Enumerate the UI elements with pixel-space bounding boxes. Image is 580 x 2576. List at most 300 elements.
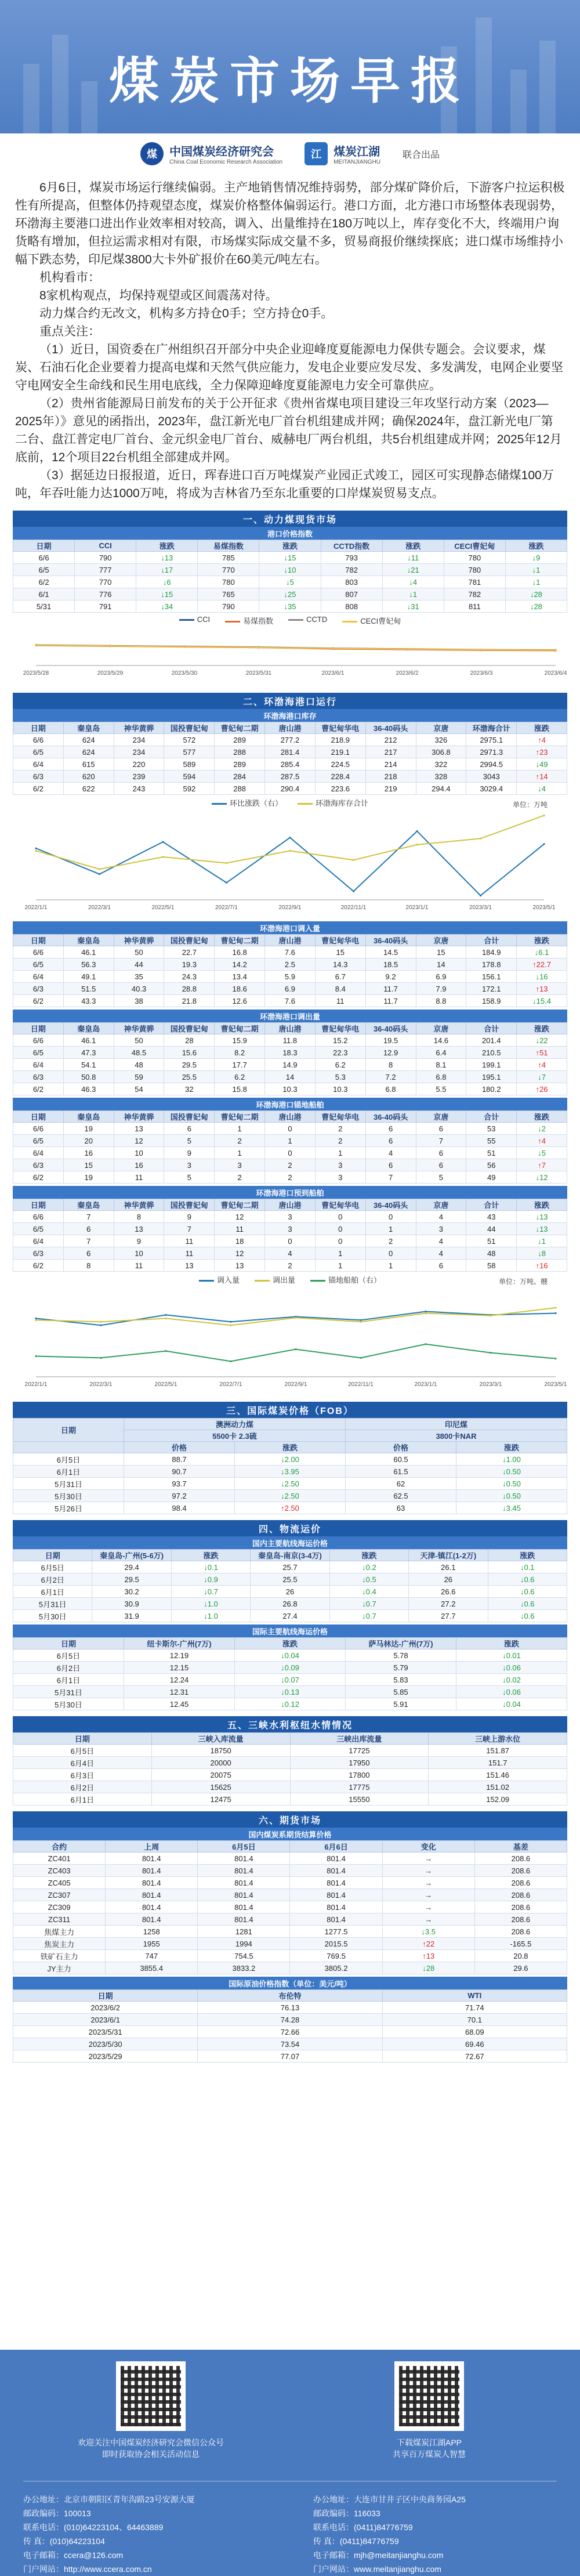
table-cell: 3: [315, 1171, 365, 1184]
table-cell: 801.4: [198, 1901, 290, 1913]
table-cell: ↑4: [517, 1059, 567, 1071]
table-cell: 807: [321, 588, 382, 600]
table-cell: 239: [114, 770, 164, 783]
table-cell: 2: [265, 1159, 316, 1171]
table-cell: 1277.5: [290, 1926, 382, 1938]
column-header: 日期: [13, 540, 75, 552]
table-cell: 3833.2: [198, 1962, 290, 1974]
table-cell: 14.5: [365, 946, 416, 958]
table-cell: 2: [365, 1235, 416, 1247]
table-cell: ↓0.6: [488, 1598, 567, 1610]
table-cell: 6/6: [13, 1123, 64, 1135]
table-row: [13, 958, 567, 971]
table-cell: 6: [416, 1159, 466, 1171]
table-cell: 6/3: [13, 1159, 64, 1171]
table-cell: 281.4: [265, 746, 316, 758]
table-cell: 6/5: [13, 746, 64, 758]
table-cell: 3: [416, 1223, 466, 1235]
table-cell: 74.28: [198, 2014, 382, 2026]
table-cell: ↓0.5: [329, 1573, 408, 1586]
table-cell: 3029.4: [466, 783, 517, 795]
column-header: 6月6日: [290, 1841, 382, 1853]
table-cell: 214: [365, 758, 416, 770]
table-cell: 287.5: [265, 770, 316, 783]
table-cell: 208.6: [474, 1853, 567, 1865]
series-line: [36, 646, 556, 650]
table-cell: 17800: [290, 1769, 429, 1781]
table-cell: 791: [75, 600, 136, 613]
group-indo: 印尼煤: [346, 1419, 567, 1430]
table-cell: 19.3: [164, 958, 215, 971]
x-tick-label: 2023/3/1: [469, 905, 492, 911]
table-cell: 195.1: [466, 1071, 517, 1083]
column-header: 曹妃甸二期: [215, 1023, 265, 1034]
table-cell: 6/4: [13, 1235, 64, 1247]
org2-name: 煤炭江湖: [334, 146, 380, 158]
data-point: [99, 873, 100, 875]
column-header: 涨跌: [329, 1550, 408, 1561]
contact-line: 联系电话：(0411)84776759: [313, 2523, 413, 2532]
table-cell: 294.4: [416, 783, 466, 795]
column-header: 涨跌: [505, 540, 567, 552]
table-row: [13, 1853, 567, 1865]
table-cell: 24.3: [164, 971, 215, 983]
table-cell: 15: [63, 1159, 114, 1171]
table-cell: 15550: [290, 1793, 429, 1806]
table-cell: 13: [114, 1123, 164, 1135]
anchorage-table: [13, 1110, 567, 1184]
table-cell: 4: [416, 1247, 466, 1260]
table-row: [13, 1649, 567, 1662]
data-point: [35, 1355, 37, 1357]
data-point: [425, 1311, 426, 1312]
focus-item-3: （3）据延边日报报道，近日，珲春进口百万吨煤炭产业园正式竣工，园区可实现静态储煤100万吨，年吞吐能力达1000万吨，将成为吉林省乃至东北重要的口岸煤炭贸易支点。: [15, 469, 554, 500]
table-cell: 14.9: [265, 1059, 316, 1071]
table-cell: 13.4: [215, 971, 265, 983]
table-cell: 7.9: [416, 983, 466, 995]
table-row: [13, 946, 567, 958]
table-cell: 12475: [151, 1793, 290, 1806]
table-cell: 5.3: [315, 1071, 365, 1083]
table-cell: 6/4: [13, 1147, 64, 1159]
table-cell: 11: [315, 995, 365, 1007]
org2-name-en: MEITANJIANGHU: [334, 159, 381, 165]
focus-item-2: （2）贵州省能源局日前发布的关于公开征求《贵州省煤电项目建设三年攻坚行动方案（2023—2025年）》意见的函指出，2023年，盘江新光电厂首台机组建成并网；确保2024年，盘江新光电厂第二台、盘江普定电厂首台、金元织金电厂首台、威赫电厂两台机组，共5台机组建成并网；2025年12月底前，12个项目22台机组全部建成并网。: [15, 397, 562, 464]
table-row: [13, 1123, 567, 1135]
table-cell: ↓34: [136, 600, 198, 613]
table-cell: 217: [365, 746, 416, 758]
table-cell: 3043: [466, 770, 517, 783]
table-cell: 6: [164, 1123, 215, 1135]
table-cell: 29.5: [164, 1059, 215, 1071]
table-cell: 289: [215, 758, 265, 770]
data-point: [35, 850, 37, 852]
table-cell: 2: [265, 1260, 316, 1272]
table-cell: 803: [321, 576, 382, 588]
table-cell: 6.9: [265, 983, 316, 995]
table-row: [13, 2038, 567, 2050]
column-header: 三峡入库流量: [151, 1733, 290, 1745]
table-cell: 801.4: [290, 1901, 382, 1913]
table-cell: ↓5: [517, 1147, 567, 1159]
column-header: 合计: [466, 935, 517, 946]
table-cell: 284: [215, 770, 265, 783]
table-cell: 1281: [198, 1926, 290, 1938]
table-row: [13, 1877, 567, 1889]
table-cell: 26.8: [251, 1598, 329, 1610]
table-cell: 9: [164, 1147, 215, 1159]
column-header: 神华黄骅: [114, 722, 164, 734]
col-change: 涨跌: [235, 1442, 346, 1453]
table-cell: 770: [75, 576, 136, 588]
port-stock-table: [13, 722, 567, 795]
group-aus-sub: 5500卡 2.3硫: [124, 1430, 346, 1442]
section-intl-price: [0, 1402, 580, 1514]
table-cell: 277.2: [265, 734, 316, 746]
table-cell: 6/3: [13, 1247, 64, 1260]
table-cell: 5/31: [13, 600, 75, 613]
org1-name-en: China Coal Economic Research Association: [169, 159, 283, 165]
x-tick-label: 2022/3/1: [88, 905, 111, 911]
table-cell: ↓4: [382, 576, 444, 588]
sub-title: 国际原油价格指数（单位：美元/吨）: [13, 1977, 567, 1989]
table-cell: ↓0.1: [488, 1561, 567, 1573]
table-cell: 25.7: [251, 1561, 329, 1573]
table-cell: 9: [114, 1235, 164, 1247]
col-change: 涨跌: [456, 1442, 567, 1453]
table-cell: 3: [265, 1211, 316, 1223]
column-header: WTI: [382, 1990, 567, 2002]
table-cell: ↓0.12: [235, 1698, 346, 1710]
table-row: [13, 983, 567, 995]
table-row: [13, 1781, 567, 1793]
table-cell: ↓1: [505, 576, 567, 588]
legend-item: 锚地船舶（右）: [310, 1274, 381, 1285]
column-header: 涨跌: [456, 1638, 567, 1649]
x-tick-label: 2022/1/1: [24, 905, 48, 911]
data-point: [554, 1307, 556, 1308]
table-cell: 11: [164, 1247, 215, 1260]
table-row: [13, 588, 567, 600]
data-point: [360, 1357, 361, 1359]
table-cell: 7: [365, 1171, 416, 1184]
table-cell: ↓49: [517, 758, 567, 770]
table-cell: 6/3: [13, 1071, 64, 1083]
series-line: [36, 831, 544, 896]
table-cell: 2023/6/1: [13, 2014, 198, 2026]
mtjh-contact: [313, 2492, 466, 2576]
table-cell: 16.8: [215, 946, 265, 958]
table-cell: 11: [114, 1171, 164, 1184]
table-cell: 13: [215, 1260, 265, 1272]
table-cell: 11: [114, 1260, 164, 1272]
table-cell: 1: [265, 1135, 316, 1147]
column-header: 京唐: [416, 935, 466, 946]
table-header: [13, 935, 567, 946]
mtjh-logo-icon: 江: [304, 142, 328, 165]
table-cell: 12.31: [124, 1686, 235, 1698]
table-cell: 26.6: [409, 1586, 488, 1598]
table-cell: ↓6: [136, 576, 198, 588]
table-cell: 6/6: [13, 946, 64, 958]
table-cell: 20: [63, 1135, 114, 1147]
table-cell: 218.9: [315, 734, 365, 746]
column-header: 环渤海合计: [466, 722, 517, 734]
table-cell: 48: [466, 1247, 517, 1260]
legend-item: CCTD: [288, 615, 327, 626]
table-cell: 3: [215, 1159, 265, 1171]
table-cell: 6: [63, 1247, 114, 1260]
x-tick-label: 2022/5/1: [154, 1381, 177, 1388]
table-row: [13, 1698, 567, 1710]
table-cell: ↓0.04: [456, 1698, 567, 1710]
table-cell: 44: [114, 958, 164, 971]
column-header: 曹妃甸二期: [215, 935, 265, 946]
table-cell: 8.8: [416, 995, 466, 1007]
contact-line: 邮政编码：100013: [23, 2509, 91, 2518]
data-point: [295, 1348, 296, 1350]
column-header: 神华黄骅: [114, 1199, 164, 1211]
table-cell: 12.9: [365, 1047, 416, 1059]
table-cell: 焦煤主力: [13, 1926, 106, 1938]
table-cell: 46.3: [63, 1083, 114, 1095]
table-row: [13, 1490, 567, 1502]
table-row: [13, 783, 567, 795]
table-cell: 6: [63, 1223, 114, 1235]
table-cell: 29.6: [474, 1962, 567, 1974]
table-cell: 11.8: [265, 1034, 316, 1047]
contact-line: 门户网站：www.meitanjianghu.com: [313, 2564, 441, 2574]
table-cell: 0: [365, 1247, 416, 1260]
chart-unit: 单位：万吨、艘: [498, 1278, 548, 1286]
legend-item: 环渤海库存合计: [298, 797, 368, 808]
table-cell: 16: [114, 1159, 164, 1171]
table-cell: 208.6: [474, 1889, 567, 1901]
table-cell: 16: [63, 1147, 114, 1159]
data-point: [554, 1312, 556, 1314]
table-cell: 6月1日: [13, 1466, 124, 1478]
x-tick-label: 2023/3/1: [479, 1381, 502, 1388]
table-cell: 0: [265, 1147, 316, 1159]
table-cell: 5.9: [265, 971, 316, 983]
footer: [0, 2350, 580, 2576]
table-cell: ↓9: [505, 552, 567, 564]
table-cell: ↑2.50: [235, 1502, 346, 1514]
table-row: [13, 1478, 567, 1490]
table-cell: ↓25: [259, 588, 321, 600]
table-cell: 62: [346, 1478, 456, 1490]
table-cell: ↑4: [517, 1135, 567, 1147]
table-cell: 30.2: [92, 1586, 171, 1598]
column-header: 布伦特: [198, 1990, 382, 2002]
table-cell: 20075: [151, 1769, 290, 1781]
column-header: 神华黄骅: [114, 1023, 164, 1034]
table-cell: 4: [265, 1247, 316, 1260]
column-header: 国投曹妃甸: [164, 1023, 215, 1034]
table-cell: ↓1: [505, 564, 567, 576]
data-point: [295, 1317, 296, 1319]
table-row: [13, 1769, 567, 1781]
table-row: [13, 1926, 567, 1938]
table-cell: ↑13: [517, 983, 567, 995]
table-cell: 8: [365, 1059, 416, 1071]
table-cell: 1: [315, 1147, 365, 1159]
port-price-table: [13, 540, 567, 613]
table-cell: 29.5: [92, 1573, 171, 1586]
table-cell: 6月4日: [13, 1757, 152, 1769]
data-point: [289, 850, 291, 852]
table-cell: →: [382, 1889, 474, 1901]
table-cell: 594: [164, 770, 215, 783]
table-cell: 172.1: [466, 983, 517, 995]
table-cell: 49.1: [63, 971, 114, 983]
table-cell: 44: [466, 1223, 517, 1235]
table-cell: 5: [416, 1171, 466, 1184]
table-cell: ZC307: [13, 1889, 106, 1901]
column-header: 天津-镇江(1-2万): [409, 1550, 488, 1561]
table-cell: 780: [198, 576, 259, 588]
table-cell: 0: [365, 1211, 416, 1223]
column-header: 秦皇岛: [63, 722, 114, 734]
column-header: 国投曹妃甸: [164, 1111, 215, 1123]
table-cell: 234: [114, 746, 164, 758]
column-header: CCTD指数: [321, 540, 382, 552]
expected-ships-table: [13, 1199, 567, 1272]
table-cell: 4: [416, 1235, 466, 1247]
table-cell: 3805.2: [290, 1962, 382, 1974]
table-row: [13, 1561, 567, 1573]
table-row: [13, 1159, 567, 1171]
table-cell: 219.1: [315, 746, 365, 758]
table-cell: 11.7: [365, 983, 416, 995]
table-cell: 51: [466, 1147, 517, 1159]
column-header: 神华黄骅: [114, 1111, 164, 1123]
table-cell: 15: [416, 946, 466, 958]
table-row: [13, 600, 567, 613]
table-cell: 12.15: [124, 1662, 235, 1674]
column-header: 国投曹妃甸: [164, 722, 215, 734]
table-cell: 223.6: [315, 783, 365, 795]
table-header: [13, 1990, 567, 2002]
section-title: 六、期货市场: [13, 1811, 567, 1828]
table-cell: 224.5: [315, 758, 365, 770]
x-tick-label: 2023/5/1: [544, 1381, 567, 1388]
table-row: [13, 746, 567, 758]
table-cell: ↓12: [517, 1171, 567, 1184]
table-cell: 5.83: [346, 1674, 456, 1686]
table-cell: 10: [114, 1147, 164, 1159]
column-header: 秦皇岛-广州(5-6万): [92, 1550, 171, 1561]
table-row: [13, 1047, 567, 1059]
section-title: 四、物流运价: [13, 1520, 567, 1536]
column-header: 萨马林达-广州(7万): [346, 1638, 456, 1649]
table-cell: 322: [416, 758, 466, 770]
table-cell: 208.6: [474, 1901, 567, 1913]
table-cell: 6.2: [315, 1059, 365, 1071]
data-point: [35, 848, 37, 849]
column-header: 曹妃甸华电: [315, 1199, 365, 1211]
table-cell: 199.1: [466, 1059, 517, 1071]
table-cell: 151.7: [429, 1757, 567, 1769]
table-cell: 201.4: [466, 1034, 517, 1047]
table-cell: 6/2: [13, 1260, 64, 1272]
table-header: [13, 1550, 567, 1561]
table-cell: 28: [164, 1034, 215, 1047]
ccera-qr-code-icon: [116, 2361, 186, 2431]
column-header: 36-40码头: [365, 935, 416, 946]
table-cell: 28.8: [164, 983, 215, 995]
data-point: [100, 1321, 102, 1323]
table-cell: 6/6: [13, 1034, 64, 1047]
column-header: 基差: [474, 1841, 567, 1853]
table-cell: 801.4: [106, 1889, 198, 1901]
table-cell: ↑13: [382, 1950, 474, 1962]
inflow-table: [13, 934, 567, 1007]
table-cell: 801.4: [198, 1853, 290, 1865]
table-cell: 56: [466, 1159, 517, 1171]
table-cell: 801.4: [290, 1853, 382, 1865]
table-cell: 54: [114, 1083, 164, 1095]
x-tick-label: 2023/1/1: [405, 905, 429, 911]
table-cell: 6月5日: [13, 1649, 124, 1662]
table-cell: 2015.5: [290, 1938, 382, 1950]
contact-line: 办公地址：大连市甘井子区中央商务园A25: [313, 2495, 466, 2504]
table-cell: 156.1: [466, 971, 517, 983]
table-row: [13, 1793, 567, 1806]
table-cell: 32: [164, 1083, 215, 1095]
data-point: [35, 1319, 37, 1321]
section-title: 三、国际煤炭价格（FOB）: [13, 1402, 567, 1418]
column-header: 合计: [466, 1199, 517, 1211]
column-header: 涨跌: [517, 1199, 567, 1211]
column-header: 涨跌: [235, 1638, 346, 1649]
table-cell: 铁矿石主力: [13, 1950, 106, 1962]
x-tick-label: 2022/9/1: [278, 905, 302, 911]
table-cell: 47.3: [63, 1047, 114, 1059]
data-point: [226, 882, 227, 884]
table-cell: 8.4: [315, 983, 365, 995]
table-cell: 1955: [106, 1938, 198, 1950]
table-cell: 43: [466, 1211, 517, 1223]
column-header: 曹妃甸二期: [215, 722, 265, 734]
contact-line: 电子邮箱：mjh@meitanjianghu.com: [313, 2550, 444, 2560]
table-cell: 5月30日: [13, 1698, 124, 1710]
table-cell: ↓0.7: [329, 1598, 408, 1610]
table-cell: 801.4: [198, 1913, 290, 1926]
table-row: [13, 1938, 567, 1950]
table-cell: 55: [466, 1135, 517, 1147]
table-cell: 6/4: [13, 971, 64, 983]
table-cell: 77.07: [198, 2050, 382, 2063]
table-cell: 5月30日: [13, 1610, 92, 1622]
table-cell: 27.2: [409, 1598, 488, 1610]
table-cell: 776: [75, 588, 136, 600]
column-header: 6月5日: [198, 1841, 290, 1853]
table-row: [13, 1757, 567, 1769]
table-cell: 777: [75, 564, 136, 576]
column-header: 易煤指数: [198, 540, 259, 552]
data-point: [480, 649, 482, 650]
table-cell: ↓17: [136, 564, 198, 576]
table-cell: 782: [321, 564, 382, 576]
table-row: [13, 1223, 567, 1235]
table-cell: 6/2: [13, 995, 64, 1007]
table-cell: 801.4: [106, 1913, 198, 1926]
table-header: [13, 1199, 567, 1211]
table-cell: 30.9: [92, 1598, 171, 1610]
contact-line: 传 真：(010)64223104: [23, 2537, 105, 2546]
series-line: [36, 816, 544, 870]
